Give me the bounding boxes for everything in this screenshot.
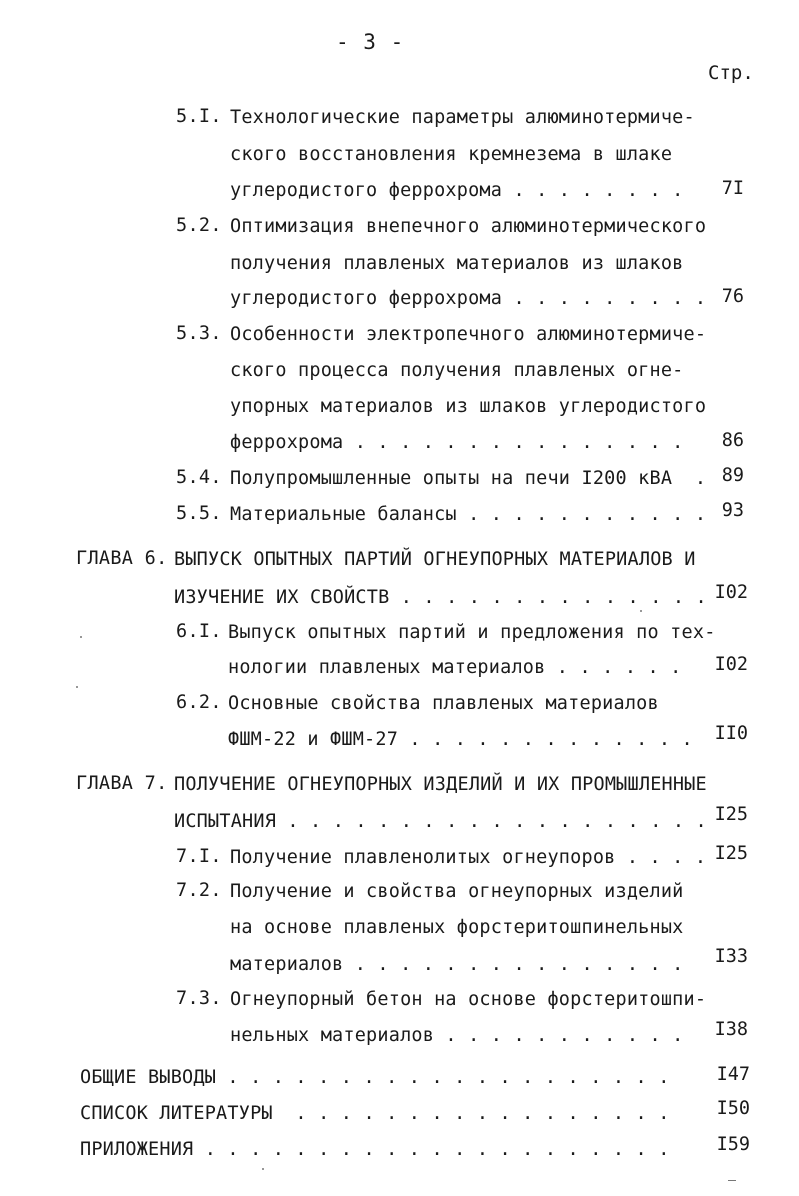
toc-entry-title-line: нологии плавленых материалов . . . . . . bbox=[228, 657, 682, 678]
chapter-title-line: ВЫПУСК ОПЫТНЫХ ПАРТИЙ ОГНЕУПОРНЫХ МАТЕРИАЛОВ И bbox=[174, 549, 696, 570]
toc-entry-page: 76 bbox=[721, 286, 744, 307]
toc-entry-title-line: Материальные балансы . . . . . . . . . . . bbox=[230, 504, 707, 525]
scan-speck bbox=[728, 1180, 736, 1181]
scan-speck bbox=[80, 636, 82, 638]
toc-entry-title-line: получения плавленых материалов из шлаков bbox=[230, 253, 684, 274]
toc-entry-page: II0 bbox=[714, 723, 748, 744]
toc-entry-number: 7.I. bbox=[176, 846, 222, 867]
toc-entry-page: I25 bbox=[714, 804, 748, 825]
toc-entry-number: 5.I. bbox=[176, 106, 222, 127]
toc-entry-page: 86 bbox=[721, 430, 744, 451]
toc-entry-title-line: феррохрома . . . . . . . . . . . . . . . bbox=[230, 432, 684, 453]
scan-speck bbox=[262, 1168, 264, 1170]
toc-entry-title-line: Особенности электропечного алюминотермиче- bbox=[230, 324, 707, 345]
toc-entry-page: I38 bbox=[714, 1019, 748, 1040]
chapter-number: ГЛАВА 7. bbox=[76, 773, 168, 794]
toc-entry-number: 6.2. bbox=[176, 692, 222, 713]
toc-entry-number: 7.2. bbox=[176, 880, 222, 901]
toc-entry-number: 6.I. bbox=[176, 621, 222, 642]
toc-backmatter-line: ПРИЛОЖЕНИЯ . . . . . . . . . . . . . . . . . . . . . bbox=[80, 1139, 670, 1160]
page-column-label: Стр. bbox=[708, 62, 754, 84]
toc-entry-title-line: ского восстановления кремнезема в шлаке bbox=[230, 144, 673, 165]
page-number: - 3 - bbox=[336, 30, 405, 54]
toc-entry-page: I25 bbox=[714, 843, 748, 864]
toc-backmatter-line: ОБЩИЕ ВЫВОДЫ . . . . . . . . . . . . . . . . . . . . bbox=[80, 1067, 670, 1088]
toc-entry-title-line: Оптимизация внепечного алюминотермического bbox=[230, 216, 707, 237]
toc-entry-page: 89 bbox=[721, 465, 744, 486]
scan-speck bbox=[640, 610, 642, 612]
toc-backmatter-line: СПИСОК ЛИТЕРАТУРЫ . . . . . . . . . . . . . . . . . bbox=[80, 1103, 670, 1124]
toc-entry-title-line: Получение плавленолитых огнеупоров . . . . bbox=[230, 847, 707, 868]
chapter-number: ГЛАВА 6. bbox=[76, 548, 168, 569]
toc-entry-page: I59 bbox=[716, 1134, 750, 1155]
toc-entry-title-line: Огнеупорный бетон на основе форстеритошпи- bbox=[230, 989, 707, 1010]
toc-entry-page: I02 bbox=[714, 654, 748, 675]
toc-entry-title-line: на основе плавленых форстеритошпинельных bbox=[230, 917, 684, 938]
toc-entry-title-line: Полупромышленные опыты на печи I200 кВА . bbox=[230, 468, 707, 489]
toc-entry-title-line: ФШМ-22 и ФШМ-27 . . . . . . . . . . . . . bbox=[228, 729, 693, 750]
toc-entry-number: 5.3. bbox=[176, 323, 222, 344]
toc-entry-title-line: углеродистого феррохрома . . . . . . . . bbox=[230, 180, 684, 201]
toc-entry-title-line: Получение и свойства огнеупорных изделий bbox=[230, 881, 684, 902]
toc-entry-title-line: углеродистого феррохрома . . . . . . . . . bbox=[230, 288, 707, 309]
toc-entry-number: 7.3. bbox=[176, 988, 222, 1009]
toc-entry-title-line: ского процесса получения плавленых огне- bbox=[230, 360, 684, 381]
chapter-title-line: ИЗУЧЕНИЕ ИХ СВОЙСТВ . . . . . . . . . . . . . . bbox=[174, 587, 707, 608]
toc-entry-page: 93 bbox=[721, 500, 744, 521]
toc-entry-page: I02 bbox=[714, 582, 748, 603]
toc-entry-page: I33 bbox=[714, 946, 748, 967]
toc-entry-page: I50 bbox=[716, 1098, 750, 1119]
chapter-title-line: ПОЛУЧЕНИЕ ОГНЕУПОРНЫХ ИЗДЕЛИЙ И ИХ ПРОМЫШЛЕННЫЕ bbox=[174, 774, 707, 795]
toc-entry-number: 5.2. bbox=[176, 215, 222, 236]
toc-entry-title-line: упорных материалов из шлаков углеродистого bbox=[230, 396, 707, 417]
toc-entry-title-line: Технологические параметры алюминотермиче- bbox=[230, 107, 695, 128]
toc-entry-title-line: Основные свойства плавленых материалов bbox=[228, 693, 659, 714]
toc-entry-page: 7I bbox=[721, 178, 744, 199]
scan-speck bbox=[76, 686, 78, 688]
toc-entry-number: 5.4. bbox=[176, 467, 222, 488]
chapter-title-line: ИСПЫТАНИЯ . . . . . . . . . . . . . . . . . . . bbox=[174, 811, 707, 832]
toc-entry-number: 5.5. bbox=[176, 503, 222, 524]
toc-entry-title-line: нельных материалов . . . . . . . . . . . bbox=[230, 1025, 684, 1046]
toc-entry-title-line: Выпуск опытных партий и предложения по тех- bbox=[228, 622, 716, 643]
toc-entry-title-line: материалов . . . . . . . . . . . . . . . bbox=[230, 954, 684, 975]
toc-entry-page: I47 bbox=[716, 1064, 750, 1085]
